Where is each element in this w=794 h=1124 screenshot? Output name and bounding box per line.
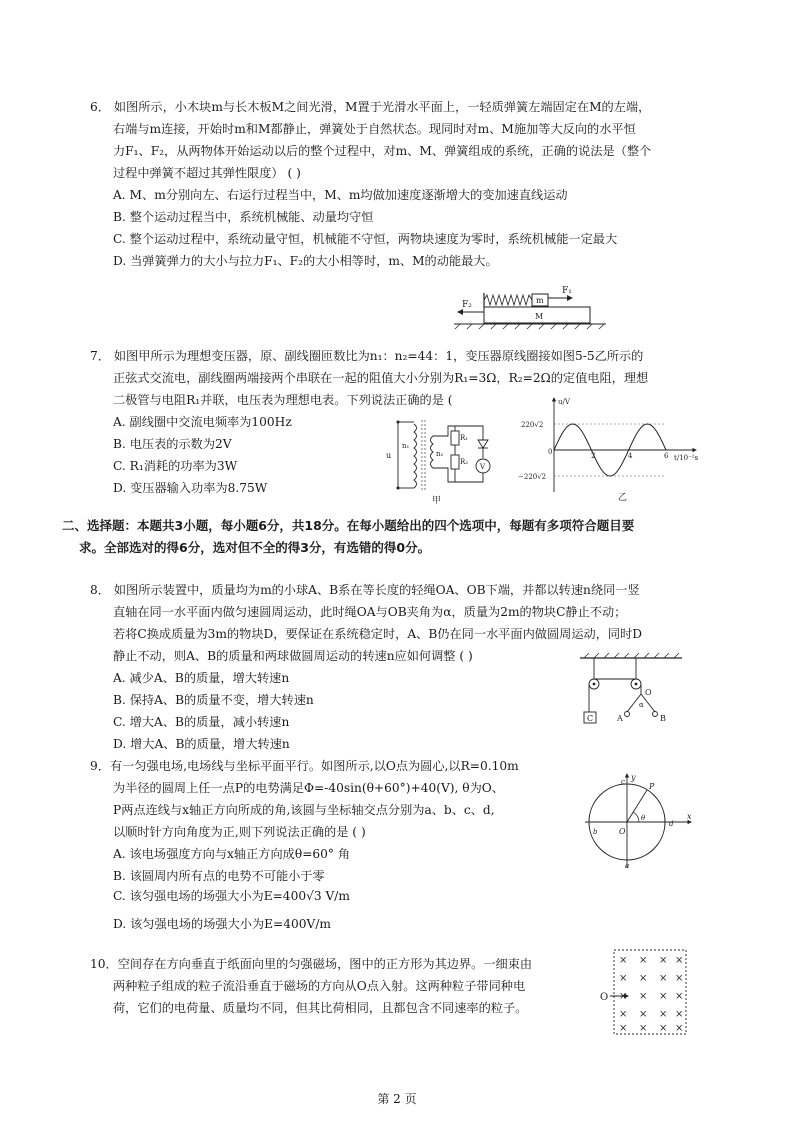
- q8-option-b: B. 保持A、B的质量不变，增大转速n: [113, 693, 314, 707]
- label-u: u: [386, 451, 392, 460]
- q7-transformer-circuit-figure: [378, 410, 500, 505]
- field-cross: ×: [619, 955, 628, 966]
- field-cross: ×: [619, 991, 628, 1002]
- q10-magnetic-field-figure: [600, 946, 690, 1038]
- q10-stem-line: 10．空间存在方向垂直于纸面向里的匀强磁场，图中的正方形为其边界。一细束由: [90, 957, 533, 971]
- q6-option-a: A. M、m分别向左、右运行过程当中，M、m均做加速度逐渐增大的变加速直线运动: [113, 188, 568, 202]
- q8-option-c: C. 增大A、B的质量，减小转速n: [113, 715, 290, 729]
- ceiling-hatch: [584, 653, 679, 658]
- field-cross: ×: [675, 1009, 684, 1020]
- label-F1: F₁: [562, 286, 572, 296]
- field-cross: ×: [619, 1009, 628, 1020]
- q9-circle-field-figure: [583, 772, 695, 870]
- field-cross: ×: [639, 1023, 648, 1034]
- q8-stem-line: 8． 如图所示装置中，质量均为m的小球A、B系在等长度的轻绳OA、OB下端，并都以转速n绕同一竖: [90, 583, 640, 597]
- label-C: C: [587, 714, 594, 723]
- field-cross: ×: [639, 955, 648, 966]
- q6-option-c: C. 整个运动过程中，系统动量守恒，机械能不守恒，两物块速度为零时，系统机械能一定最大: [113, 232, 618, 246]
- caption-yi: 乙: [618, 493, 628, 502]
- q9-option-d: D. 该匀强电场的场强大小为E=400V/m: [113, 917, 331, 931]
- primary-coil: [414, 424, 417, 488]
- q7-sine-wave-graph: [518, 392, 718, 502]
- q10-stem-line: 荷，它们的电荷量、质量均不同，但其比荷相同，且都包含不同速率的粒子。: [113, 1001, 528, 1015]
- label-alpha: α: [639, 701, 644, 709]
- field-crosses: [619, 955, 683, 1034]
- t-axis-label: t/10⁻²s: [674, 454, 699, 462]
- label-b: b: [593, 828, 598, 836]
- field-cross: ×: [659, 991, 668, 1002]
- label-F2: F₂: [462, 300, 472, 310]
- q7-stem-line: 7． 如图甲所示为理想变压器，原、副线圈匝数比为n₁：n₂=44：1，变压器原线圈接如图5-5乙所示的: [90, 349, 644, 363]
- label-n1: n₁: [402, 442, 410, 450]
- field-cross: ×: [659, 955, 668, 966]
- q7-option-d: D. 变压器输入功率为8.75W: [113, 481, 268, 495]
- field-cross: ×: [659, 1009, 668, 1020]
- q9-stem-line: 为半径的圆周上任一点P的电势满足Φ=-40sin(θ+60°)+40(V), θ为O、: [113, 781, 504, 795]
- q9-option-b: B. 该圆周内所有点的电势不可能小于零: [113, 869, 325, 883]
- q6-stem-line: 右端与m连接，开始时m和M都静止，弹簧处于自然状态。现同时对m、M施加等大反向的水平恒: [113, 122, 636, 136]
- label-c: c: [621, 778, 625, 786]
- label-O: O: [645, 688, 652, 697]
- field-cross: ×: [639, 991, 648, 1002]
- label-V: V: [480, 463, 486, 471]
- u-axis-label: u/V: [558, 398, 570, 406]
- field-cross: ×: [675, 991, 684, 1002]
- q9-stem-line: 以顺时针方向角度为正,则下列说法正确的是 ( ): [113, 825, 366, 839]
- label-O: O: [619, 827, 626, 836]
- q7-option-c: C. R₁消耗的功率为3W: [113, 459, 238, 473]
- label-y: y: [631, 773, 636, 782]
- field-cross: ×: [675, 1023, 684, 1034]
- q7-stem-line: 二极管与电阻R₁并联，电压表为理想电表。下列说法正确的是 (: [113, 393, 453, 407]
- q9-option-c: C. 该匀强电场的场强大小为E=400√3 V/m: [113, 889, 350, 903]
- q7-option-a: A. 副线圈中交流电频率为100Hz: [113, 415, 292, 429]
- q6-stem-line: 力F₁、F₂，从两物体开始运动以后的整个过程中，对m、M、弹簧组成的系统，正确的说法是（整个: [113, 144, 652, 158]
- label-P: P: [649, 782, 655, 791]
- q6-spring-board-figure: [450, 280, 610, 330]
- page-number: 第 2 页: [377, 1092, 417, 1106]
- field-cross: ×: [675, 955, 684, 966]
- q9-option-a: A. 该电场强度方向与x轴正方向成θ=60° 角: [113, 847, 351, 861]
- label-d: d: [669, 820, 674, 828]
- q6-stem-line: 6． 如图所示，小木块m与长木板M之间光滑，M置于光滑水平面上，一轻质弹簧左端固定在M的左端，: [90, 100, 651, 114]
- q6-option-b: B. 整个运动过程当中，系统机械能、动量均守恒: [113, 210, 374, 224]
- section-2-line: 二、选择题：本题共3小题，每小题6分，共18分。在每小题给出的四个选项中，每题有多项符合题目要: [62, 518, 635, 533]
- field-cross: ×: [639, 1009, 648, 1020]
- label-theta: θ: [641, 814, 646, 822]
- q9-stem-line: 9．有一匀强电场,电场线与坐标平面平行。如图所示,以O点为圆心,以R=0.10m: [90, 759, 519, 773]
- trough-label: −220√2: [518, 473, 547, 481]
- caption-jia: 甲: [432, 496, 442, 505]
- q8-pulley-figure: [576, 650, 688, 730]
- q10-stem-line: 两种粒子组成的粒子流沿垂直于磁场的方向从O点入射。这两种粒子带同种电: [113, 979, 526, 993]
- t-tick-2: 2: [591, 452, 596, 460]
- q7-stem-line: 正弦式交流电，副线圈两端接两个串联在一起的阻值大小分别为R₁=3Ω，R₂=2Ω的定值电阻，理想: [113, 371, 649, 385]
- q8-stem-line: 直轴在同一水平面内做匀速圆周运动，此时绳OA与OB夹角为α，质量为2m的物块C静止不动；: [113, 605, 627, 619]
- t-tick-6: 6: [664, 452, 669, 460]
- q8-option-a: A. 减少A、B的质量，增大转速n: [113, 671, 290, 685]
- label-A: A: [617, 714, 623, 723]
- q6-stem-line: 过程中弹簧不超过其弹性限度） ( ): [113, 166, 301, 180]
- label-a: a: [625, 862, 630, 870]
- origin-label: 0: [548, 448, 553, 456]
- label-m: m: [536, 296, 544, 305]
- field-cross: ×: [659, 1023, 668, 1034]
- q8-option-d: D. 增大A、B的质量，增大转速n: [113, 737, 290, 751]
- field-cross: ×: [619, 973, 628, 984]
- q7-option-b: B. 电压表的示数为2V: [113, 437, 232, 451]
- field-cross: ×: [675, 973, 684, 984]
- section-2-line: 求。全部选对的得6分，选对但不全的得3分，有选错的得0分。: [79, 540, 431, 555]
- q8-stem-line: 若将C换成质量为3m的物块D，要保证在系统稳定时，A、B仍在同一水平面内做圆周运动，同时D: [113, 627, 643, 641]
- peak-label: 220√2: [521, 421, 544, 429]
- ball-B: [653, 712, 658, 717]
- label-R2: R₂: [460, 458, 469, 466]
- spring: [484, 295, 532, 305]
- label-x: x: [687, 812, 692, 821]
- secondary-coil: [431, 436, 434, 468]
- label-M: M: [535, 312, 544, 321]
- field-cross: ×: [639, 973, 648, 984]
- t-tick-4: 4: [628, 452, 633, 460]
- q6-option-d: D. 当弹簧弹力的大小与拉力F₁、F₂的大小相等时，m、M的动能最大。: [113, 254, 498, 268]
- ground-hatch: [455, 324, 604, 329]
- diode: [478, 440, 488, 448]
- label-R1: R₁: [460, 434, 469, 442]
- field-cross: ×: [619, 1023, 628, 1034]
- resistor-R2: [451, 455, 459, 469]
- field-cross: ×: [659, 973, 668, 984]
- ball-A: [625, 712, 630, 717]
- label-O: O: [600, 992, 609, 1003]
- angle-theta-arc: [633, 812, 639, 822]
- q8-stem-line: 静止不动，则A、B的质量和两球做圆周运动的转速n应如何调整 ( ): [113, 649, 473, 663]
- label-n2: n₂: [436, 450, 444, 458]
- q9-stem-line: P两点连线与x轴正方向所成的角,该圆与坐标轴交点分别为a、b、c、d,: [113, 803, 495, 817]
- label-B: B: [660, 714, 666, 723]
- resistor-R1: [451, 431, 459, 445]
